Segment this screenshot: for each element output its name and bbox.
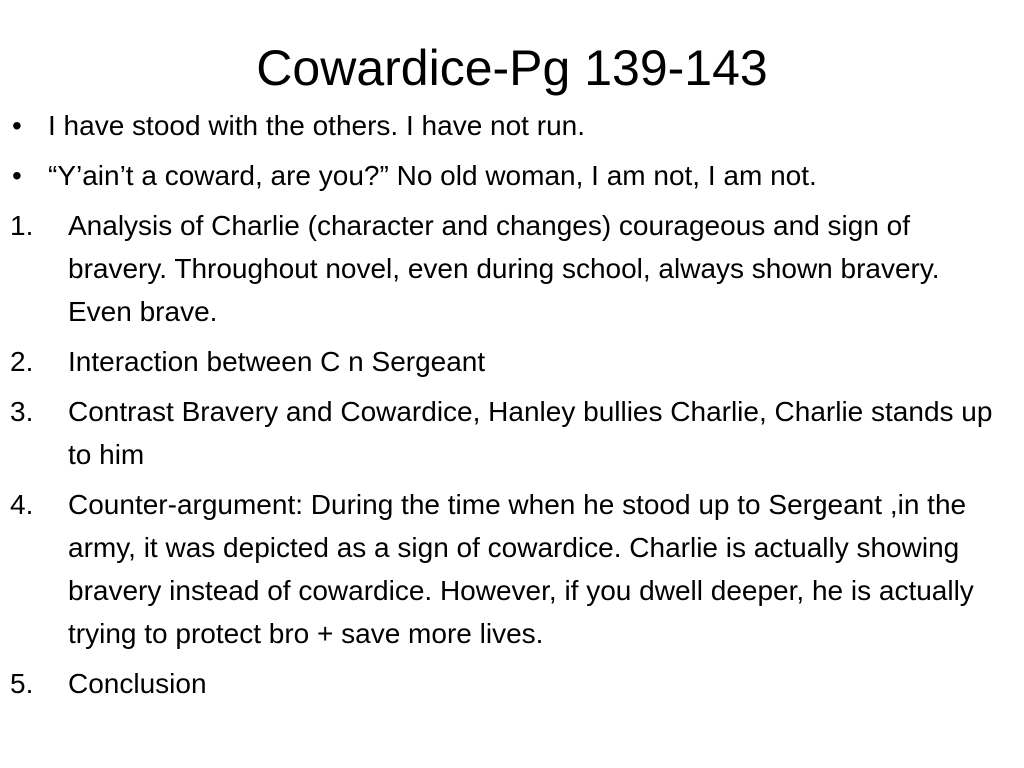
numbered-item-3 (0, 390, 1024, 476)
numbered-text: Interaction between C n Sergeant (68, 346, 486, 377)
bullet-marker: • (12, 110, 22, 141)
numbered-item-5 (0, 662, 1024, 705)
numbered-item-1 (0, 204, 1024, 333)
numbered-text: Contrast Bravery and Cowardice, Hanley bullies Charlie, Charlie stands up to him (68, 396, 993, 470)
numbered-text: Analysis of Charlie (character and changes) courageous and sign of bravery. Throughout novel, even during school, always shown bravery. Even brave. (68, 210, 940, 327)
number-marker: 4. (10, 489, 34, 520)
slide-title: Cowardice-Pg 139-143 (256, 40, 768, 96)
numbered-item-2 (0, 340, 1024, 383)
bullet-item (0, 154, 1024, 197)
numbered-text: Conclusion (68, 668, 207, 699)
bullet-item (0, 104, 1024, 147)
bullet-marker: • (12, 160, 22, 191)
numbered-item-4 (0, 483, 1024, 655)
number-marker: 1. (10, 210, 34, 241)
content-list (0, 104, 1024, 712)
number-marker: 3. (10, 396, 34, 427)
number-marker: 2. (10, 346, 34, 377)
bullet-text: “Y’ain’t a coward, are you?” No old woman, I am not, I am not. (48, 160, 817, 191)
number-marker: 5. (10, 668, 34, 699)
numbered-text: Counter-argument: During the time when he stood up to Sergeant ,in the army, it was depicted as a sign of cowardice. Charlie is actually showing bravery instead of cowardice. However, if you dwell deeper, he is actually trying to protect bro + save more lives. (68, 489, 974, 649)
bullet-text: I have stood with the others. I have not run. (48, 110, 585, 141)
